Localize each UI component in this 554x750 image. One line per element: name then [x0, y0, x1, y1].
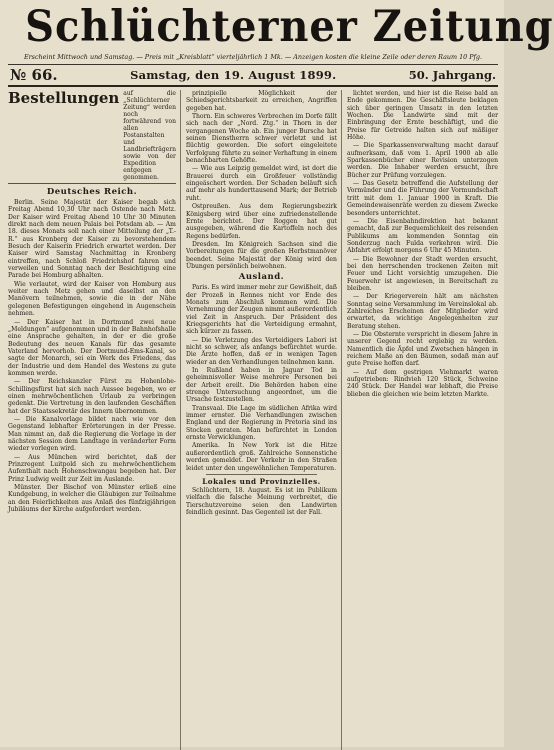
article-paragraph: Wie verlautet, wird der Kaiser von Homburg aus weiter nach Metz gehen und daselbst an den Manövern teilnehmen, sowie die in der Nähe gelegenen Befestigungen eingehend in Augenschein nehmen.	[8, 280, 176, 318]
article-paragraph: Dresden. Im Königreich Sachsen sind die Vorbereitungen für die großen Herbstmanöver beendet. Seine Majestät der König wird den Übungen persönlich beiwohnen.	[185, 240, 337, 270]
article-paragraph: lichtet werden, und hier ist die Reise bald an Ende gekommen. Die Geschäftsleute beklagen sich über geringen Umsatz in den letzten Wochen. Die Landwirte sind mit der Einbringung der Ernte beschäftigt, und die Preise für Getreide halten sich auf mäßiger Höhe.	[346, 90, 498, 142]
section-divider	[206, 474, 317, 475]
notice-heading: Bestellungen	[8, 89, 120, 107]
section-title-deutsches-reich: Deutsches Reich.	[46, 187, 138, 197]
column-1	[8, 90, 181, 750]
column-2	[186, 90, 342, 750]
notice-text: auf die „Schlüchterner Zeitung“ werden noch fortwährend von allen Postanstalten und Landbriefträgern sowie von der Expedition entgegen genommen.	[123, 90, 176, 181]
article-paragraph: Münster. Der Bischof von Münster erließ eine Kundgebung, in welcher die Gläubigen zur Teilnahme an den Feierlichkeiten aus Anlaß des fünfzigjährigen Jubiläums der Kirche aufgefordert werden.	[8, 484, 176, 514]
article-paragraph: — Die Bewohner der Stadt werden ersucht, bei den herrschenden trockenen Zeiten mit Feuer und Licht vorsichtig umzugehen. Die Feuerwehr ist angewiesen, in Bereitschaft zu bleiben.	[346, 255, 498, 292]
article-paragraph: — Die Obsternte verspricht in diesem Jahre in unserer Gegend recht ergiebig zu werden. Namentlich die Äpfel und Zwetschen hängen in reichem Maße an den Bäumen, sodaß man auf gute Preise hoffen darf.	[346, 331, 498, 368]
article-paragraph: — Die Kanalvorlage bildet nach wie vor den Gegenstand lebhafter Erörterungen in der Presse. Man nimmt an, daß die Regierung die Vorlage in der nächsten Session dem Landtage in veränderter Form wieder vorlegen wird.	[8, 415, 176, 453]
subscription-notice	[8, 90, 176, 184]
issue-number: № 66.	[10, 66, 58, 84]
article-paragraph: prinzipielle Möglichkeit der Schiedsgerichtsbarkeit zu erreichen, Angriffen gegeben hat.	[185, 90, 337, 112]
masthead-subline: Erscheint Mittwoch und Samstag. — Preis mit „Kreisblatt“ vierteljährlich 1 Mk. — Anzeigen kosten die kleine Zeile oder deren Raum 10 Pfg.	[8, 53, 498, 65]
article-paragraph: In Rußland haben in Jaguar Tod in geheimnisvoller Weise mehrere Personen bei der Arbeit ereilt. Die Behörden haben eine strenge Untersuchung angeordnet, um die Ursache festzustellen.	[185, 367, 337, 404]
article-paragraph: — Aus München wird berichtet, daß der Prinzregent Luitpold sich zu mehrwöchentlichem Aufenthalt nach Hohenschwangau begeben hat. Der Prinz Ludwig weilt zur Zeit im Auslande.	[8, 453, 176, 483]
masthead-title: Schlüchterner Zeitung	[25, 2, 554, 52]
article-paragraph: Paris. Es wird immer mehr zur Gewißheit, daß der Prozeß in Rennes nicht vor Ende des Monats zum Abschluß kommen wird. Die Vernehmung der Zeugen nimmt außerordentlich viel Zeit in Anspruch. Der Präsident des Kriegsgerichts hat die Verteidigung ermahnt, sich kürzer zu fassen.	[185, 284, 337, 336]
article-paragraph: — Das Gesetz betreffend die Aufstellung der Vormünder und die Führung der Vormundschaft tritt mit dem 1. Januar 1900 in Kraft. Die Gemeindewaisenräte werden zu diesem Zwecke besonders unterrichtet.	[346, 180, 498, 217]
article-paragraph: Ostpreußen. Aus dem Regierungsbezirk Königsberg wird über eine zufriedenstellende Ernte berichtet. Der Roggen hat gut ausgegeben, während die Kartoffeln noch des Regens bedürfen.	[185, 203, 337, 240]
article-paragraph: — Auf dem gestrigen Viehmarkt waren aufgetrieben: Rindvieh 120 Stück, Schweine 240 Stück. Der Handel war lebhaft, die Preise blieben die gleichen wie beim letzten Markte.	[346, 368, 498, 398]
section-title-ausland: Ausland.	[238, 272, 285, 283]
dateline	[8, 65, 498, 87]
article-paragraph: — Der Kaiser hat in Dortmund zwei neue „Meldungen“ aufgenommen und in der Bahnhofshalle eine Ansprache gehalten, in der er die große Bedeutung des neuen Kanals für das gesamte Vaterland hervorhob. Der Dortmund-Ems-Kanal, so sagte der Monarch, sei ein Werk des Friedens, das der Industrie und dem Handel des Westens zu gute kommen werde.	[8, 318, 176, 377]
volume-year: 50. Jahrgang.	[408, 68, 496, 82]
article-paragraph: Berlin. Seine Majestät der Kaiser begab sich Freitag Abend 10,30 Uhr nach Ostende nach Metz. Der Kaiser wird Freitag Abend 10 Uhr 30 Minuten direkt nach dem neuen Palais bei Potsdam ab. — Am 18. dieses Monats soll nach einer Mitteilung der „T.-R.“ aus Kronberg der Kaiser zu bevorstehendem Besuch der Kaiserin Friedrich erwartet werden. Der Kaiser wird Samstag Nachmittag in Kronberg eintreffen, nach Schloß Friedrichshof fahren und verweilen und Sonntag nach der Besichtigung eine Parade bei Homburg abhalten.	[8, 199, 176, 280]
article-paragraph: — Der Kriegerverein hält am nächsten Sonntag seine Versammlung im Vereinslokal ab. Zahlreiches Erscheinen der Mitglieder wird erwartet, da wichtige Angelegenheiten zur Beratung stehen.	[346, 293, 498, 330]
article-paragraph: — Wie aus Leipzig gemeldet wird, ist dort die Brauerei durch ein Großfeuer vollständig eingeäschert worden. Der Schaden beläuft sich auf mehr als hunderttausend Mark; der Betrieb ruht.	[185, 165, 337, 202]
section-title-lokales: Lokales und Provinzielles.	[202, 476, 321, 486]
article-paragraph: — Der Reichskanzler Fürst zu Hohenlohe-Schillingsfürst hat sich nach Aussee begeben, wo er einen mehrwöchentlichen Urlaub zu verbringen gedenkt. Die Vertretung in den laufenden Geschäften hat der Staatssekretär des Innern übernommen.	[8, 378, 176, 415]
article-paragraph: Thorn. Ein schweres Verbrechen im Dorfe fällt sich nach der „Nord. Ztg.“ in Thorn in der vergangenen Woche ab. Ein junger Bursche hat seinen Dienstherrn schwer verletzt und ist flüchtig geworden. Die sofort eingeleitete Verfolgung führte zu seiner Verhaftung in einem benachbarten Gehöfte.	[185, 113, 337, 165]
column-3	[347, 90, 498, 750]
article-paragraph: — Die Sparkassenverwaltung macht darauf aufmerksam, daß vom 1. April 1900 ab alle Sparkassenbücher einer Revision unterzogen werden. Die Inhaber werden ersucht, ihre Bücher zur Prüfung vorzulegen.	[346, 142, 498, 179]
article-columns	[8, 90, 498, 750]
article-paragraph: — Die Verletzung des Verteidigers Labori ist nicht so schwer, als anfangs befürchtet wurde. Die Ärzte hoffen, daß er in wenigen Tagen wieder an den Verhandlungen teilnehmen kann.	[185, 336, 337, 366]
article-paragraph: Schlüchtern, 18. August. Es ist im Publikum vielfach die falsche Meinung verbreitet, die Tierschutzvereine seien den Landwirten feindlich gesinnt. Das Gegenteil ist der Fall.	[185, 486, 337, 516]
issue-date: Samstag, den 19. August 1899.	[130, 68, 337, 82]
article-paragraph: Transvaal. Die Lage im südlichen Afrika wird immer ernster. Die Verhandlungen zwischen England und der Regierung in Pretoria sind ins Stocken geraten. Man befürchtet in London ernste Verwicklungen.	[185, 404, 337, 442]
article-paragraph: — Die Eisenbahndirektion hat bekannt gemacht, daß zur Bequemlichkeit des reisenden Publikums am kommenden Sonntag ein Sonderzug nach Fulda verkehren wird. Die Abfahrt erfolgt morgens 6 Uhr 45 Minuten.	[346, 217, 498, 255]
article-paragraph: Amerika. In New York ist die Hitze außerordentlich groß. Zahlreiche Sonnenstiche werden gemeldet. Der Verkehr in den Straßen leidet unter den ungewöhnlichen Temperaturen.	[185, 442, 337, 472]
